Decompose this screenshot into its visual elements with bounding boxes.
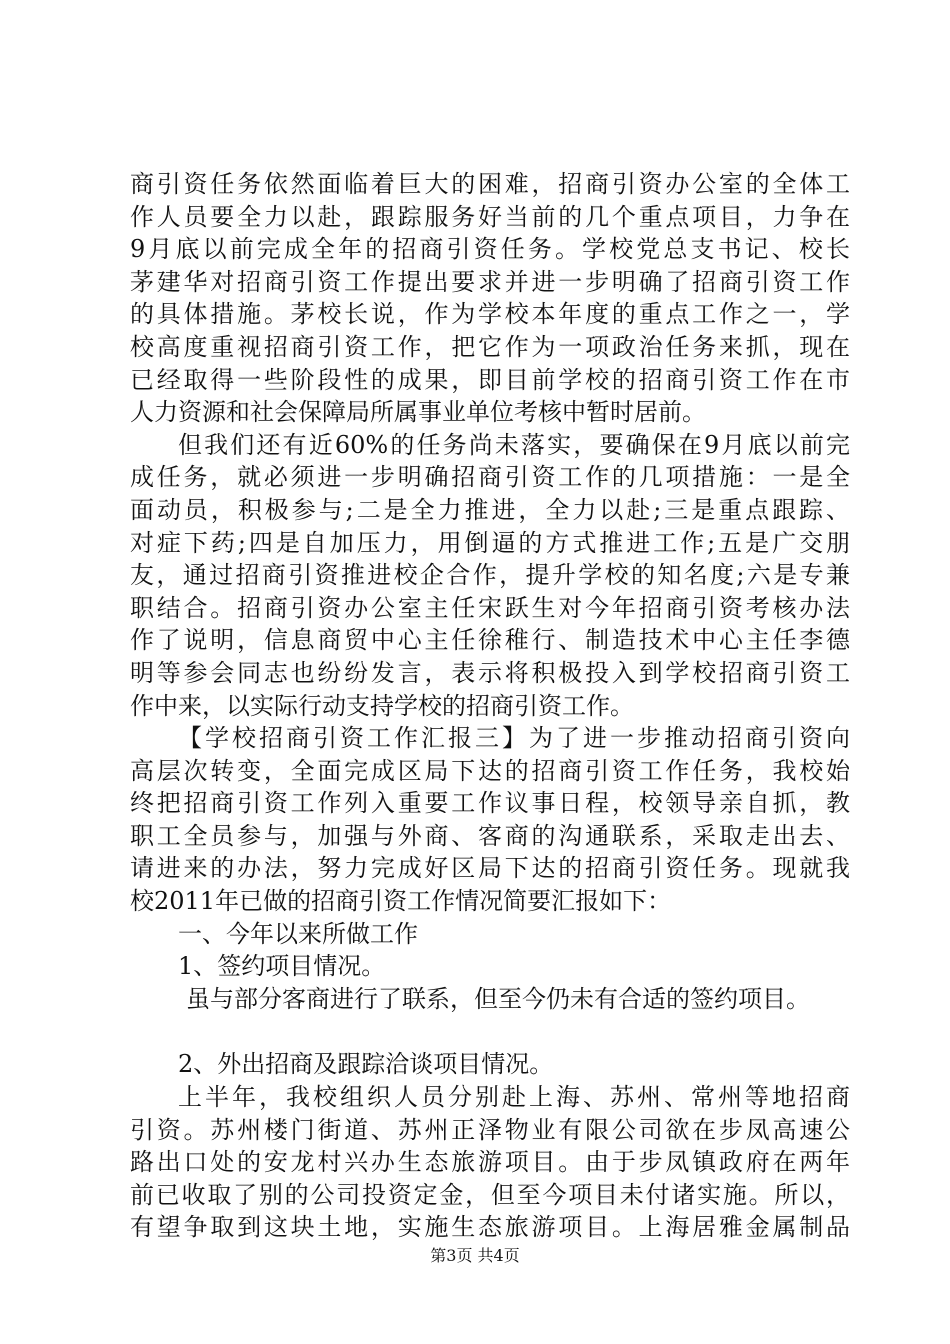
paragraph-start-line: 【学校招商引资工作汇报三】为了进一步推动招商引资向 <box>178 724 850 753</box>
text-line: 前已收取了别的公司投资定金，但至今项目未付诸实施。所以， <box>130 1180 850 1209</box>
text-line: 终把招商引资工作列入重要工作议事日程，校领导亲自抓，教 <box>130 789 850 818</box>
text-line: 面动员，积极参与;二是全力推进，全力以赴;三是重点跟踪、 <box>130 495 850 524</box>
text-line: 校高度重视招商引资工作，把它作为一项政治任务来抓，现在 <box>130 332 850 361</box>
text-line: 作中来，以实际行动支持学校的招商引资工作。 <box>130 691 634 720</box>
text-line: 明等参会同志也纷纷发言，表示将积极投入到学校招商引资工 <box>130 658 850 687</box>
text-line: 虽与部分客商进行了联系，但至今仍未有合适的签约项目。 <box>186 984 810 1013</box>
section-heading: 一、今年以来所做工作 <box>178 919 418 948</box>
text-line: 校2011年已做的招商引资工作情况简要汇报如下： <box>130 887 672 916</box>
subsection-heading: 2、外出招商及跟踪洽谈项目情况。 <box>178 1050 554 1079</box>
text-line: 职工全员参与，加强与外商、客商的沟通联系，采取走出去、 <box>130 821 850 850</box>
text-line: 作人员要全力以赴，跟踪服务好当前的几个重点项目，力争在 <box>130 202 850 231</box>
text-line: 高层次转变，全面完成区局下达的招商引资工作任务，我校始 <box>130 756 850 785</box>
subsection-heading: 1、签约项目情况。 <box>178 952 386 981</box>
text-line: 路出口处的安龙村兴办生态旅游项目。由于步凤镇政府在两年 <box>130 1148 850 1177</box>
text-line: 对症下药;四是自加压力，用倒逼的方式推进工作;五是广交朋 <box>130 528 850 557</box>
text-line: 有望争取到这块土地，实施生态旅游项目。上海居雅金属制品 <box>130 1213 850 1242</box>
text-line: 茅建华对招商引资工作提出要求并进一步明确了招商引资工作 <box>130 267 850 296</box>
page-number-footer: 第3页 共4页 <box>430 1246 520 1265</box>
text-line: 引资。苏州楼门街道、苏州正泽物业有限公司欲在步凤高速公 <box>130 1115 850 1144</box>
text-line: 请进来的办法，努力完成好区局下达的招商引资任务。现就我 <box>130 854 850 883</box>
text-line: 职结合。招商引资办公室主任宋跃生对今年招商引资考核办法 <box>130 593 850 622</box>
paragraph-start-line: 但我们还有近60%的任务尚未落实，要确保在9月底以前完 <box>178 430 850 459</box>
text-line: 商引资任务依然面临着巨大的困难，招商引资办公室的全体工 <box>130 170 850 198</box>
text-line: 作了说明，信息商贸中心主任徐稚行、制造技术中心主任李德 <box>130 626 850 655</box>
text-line: 9月底以前完成全年的招商引资任务。学校党总支书记、校长 <box>130 235 850 264</box>
text-line: 友，通过招商引资推进校企合作，提升学校的知名度;六是专兼 <box>130 561 850 590</box>
text-line: 已经取得一些阶段性的成果，即目前学校的招商引资工作在市 <box>130 365 850 394</box>
paragraph-start-line: 上半年，我校组织人员分别赴上海、苏州、常州等地招商 <box>178 1083 850 1112</box>
body-text <box>130 168 850 1244</box>
text-line: 成任务，就必须进一步明确招商引资工作的几项措施：一是全 <box>130 463 850 492</box>
text-line: 的具体措施。茅校长说，作为学校本年度的重点工作之一，学 <box>130 300 850 329</box>
text-line: 人力资源和社会保障局所属事业单位考核中暂时居前。 <box>130 398 706 427</box>
blank-line <box>130 1015 850 1048</box>
